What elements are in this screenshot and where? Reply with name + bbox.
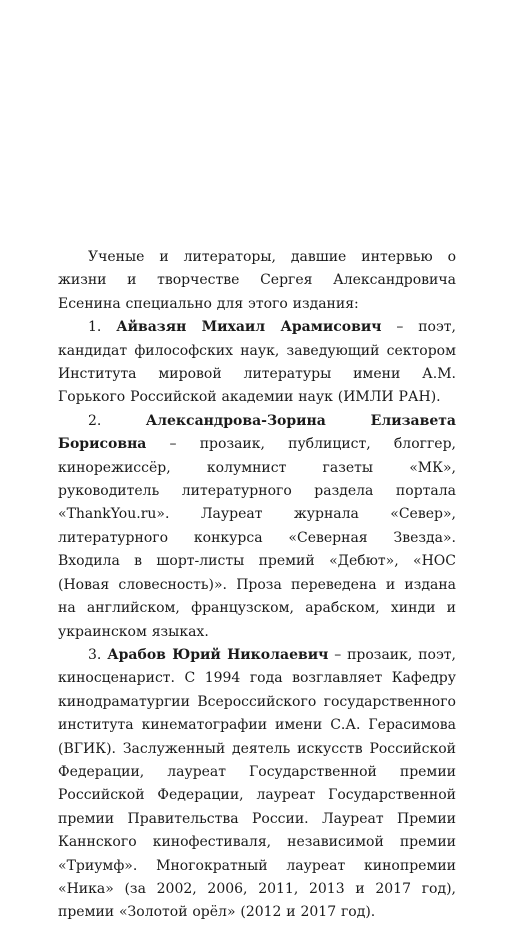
entry-description: – прозаик, публицист, блоггер, кинорежиссёр, колумнист газеты «МК», руководитель литературного раздела портала «ThankYou.ru». Лауреат журнала «Север», литературного конкурса «Северная Звезда». Входила в шорт-листы премий «Дебют», «НОС (Новая словесность)». Проза переведена и издана на английском, французском, арабском, хинди и украинском языках. [58, 436, 456, 640]
entry-description: – прозаик, поэт, киносценарист. С 1994 года возглавляет Кафедру кинодраматургии Всероссийского государственного института кинематографии имени С.А. Герасимова (ВГИК). Заслуженный деятель искусств Российской Федерации, лауреат Государственной премии Российской Федерации, лауреат Государственной премии Правительства России. Лауреат Премии Каннского кинофестиваля, независимой премии «Триумф». Многократный лауреат кинопремии «Ника» (за 2002, 2006, 2011, 2013 и 2017 год), премии «Золотой орёл» (2012 и 2017 год). [58, 646, 456, 921]
entry-2 [58, 410, 456, 644]
entry-name: Айвазян Михаил Арамисович [116, 319, 382, 336]
entry-number: 2. [88, 412, 102, 429]
entry-number: 1. [88, 319, 102, 336]
entry-description: – поэт, кандидат философских наук, заведующий сектором Института мировой литературы имени А.М. Горького Российской академии наук (ИМЛИ РАН). [58, 319, 456, 406]
entry-1 [58, 316, 456, 410]
intro-paragraph: Ученые и литераторы, давшие интервью о жизни и творчестве Сергея Александровича Есенина специально для этого издания: [58, 249, 456, 312]
entry-name: Арабов Юрий Николаевич [107, 646, 329, 663]
entry-3 [58, 644, 456, 925]
entry-name: Александрова-Зорина Елизавета Борисовна [58, 412, 456, 453]
entry-number: 3. [88, 646, 102, 663]
text-block [58, 246, 456, 925]
